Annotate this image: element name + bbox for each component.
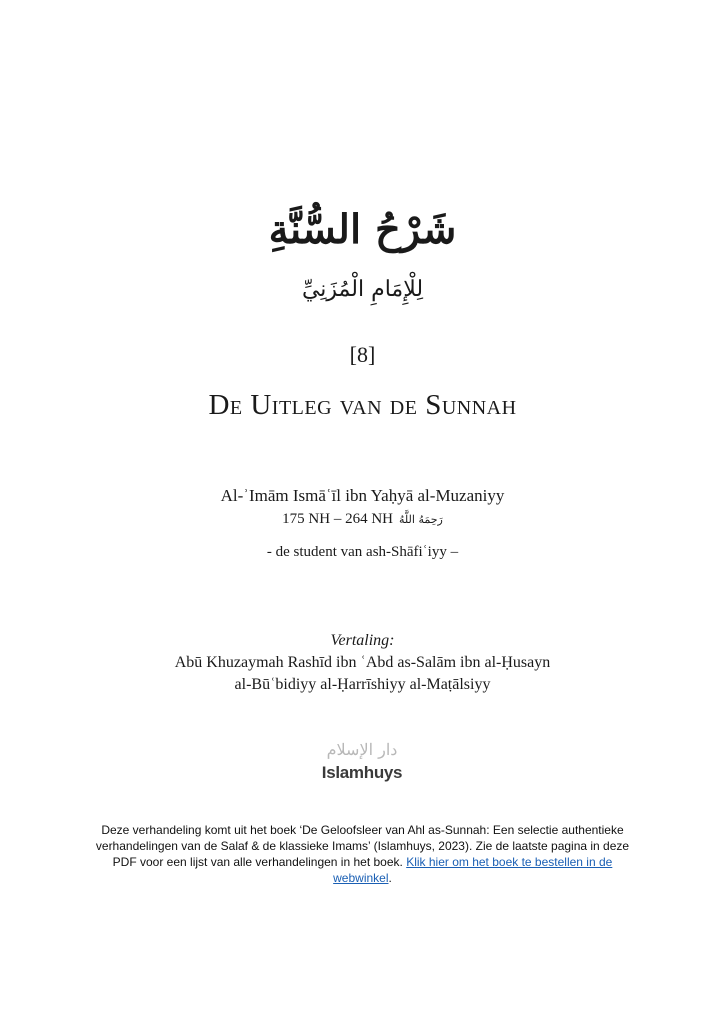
author-dates-line bbox=[0, 508, 725, 531]
footer-note-text: Deze verhandeling komt uit het boek ‘De Geloofsleer van Ahl as-Sunnah: Een selectie authentieke verhandelingen van de Salaf & de klassieke Imams’ (Islamhuys, 2023). Zie de laatste pagina in deze PDF voor een lijst van alle verhandelingen in het boek. bbox=[95, 823, 630, 869]
translation-label: Vertaling: bbox=[330, 632, 395, 649]
arabic-title: شَرْحُ السُّنَّةِ bbox=[268, 206, 457, 253]
publisher-logo-arabic: دار الإسلام bbox=[326, 740, 398, 759]
translator-name-line-1: Abū Khuzaymah Rashīd ibn ʿAbd as-Salām ibn al-Ḥusayn bbox=[174, 654, 551, 671]
footer-note bbox=[90, 822, 635, 886]
main-title: De Uitleg van de Sunnah bbox=[208, 389, 517, 421]
translator-name-line-2: al-Būʿbidiyy al-Ḥarrīshiyy al-Maṭālsiyy bbox=[234, 676, 491, 693]
volume-number: [8] bbox=[349, 342, 376, 367]
author-dates: 175 NH – 264 NH bbox=[282, 511, 394, 527]
honorific-text: رَحِمَهُ اللَّهُ bbox=[399, 513, 443, 526]
footer-note-trailing: . bbox=[388, 871, 392, 885]
publisher-logo-text: Islamhuys bbox=[321, 763, 403, 782]
arabic-subtitle: لِلْإِمَامِ الْمُزَنِيِّ bbox=[301, 277, 424, 302]
publisher-logo bbox=[312, 738, 412, 788]
author-name: Al-ʾImām Ismāʿīl ibn Yaḥyā al-Muzaniyy bbox=[220, 486, 505, 505]
webshop-link[interactable]: Klik hier om het boek te bestellen in de webwinkel bbox=[333, 855, 613, 885]
author-role: - de student van ash-Shāfiʿiyy – bbox=[266, 544, 459, 560]
